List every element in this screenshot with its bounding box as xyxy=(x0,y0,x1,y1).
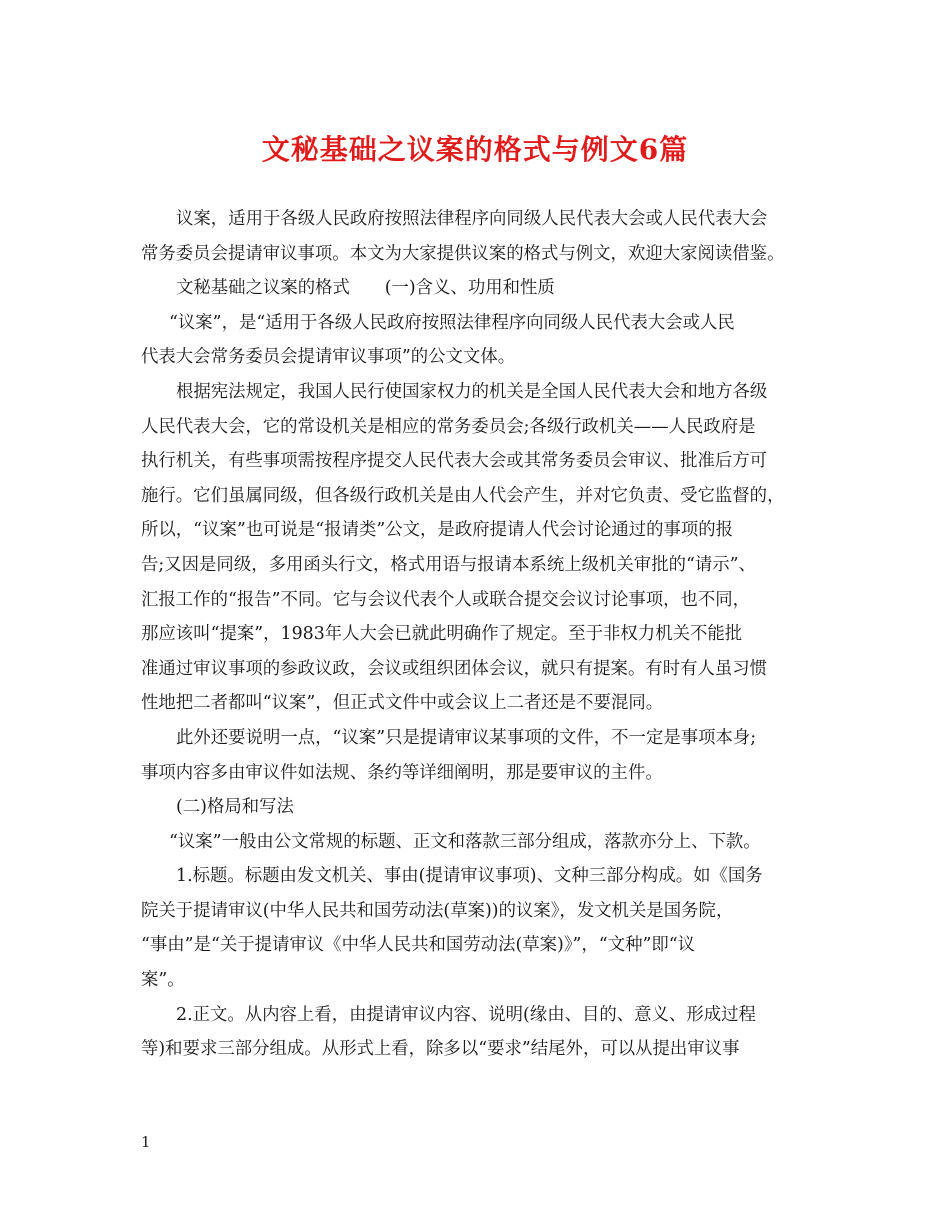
page-number: 1 xyxy=(141,1133,151,1151)
text-line: 案”。 xyxy=(141,970,185,991)
text-line: 此外还要说明一点，“议案”只是提请审议某事项的文件，不一定是事项本身; xyxy=(176,727,757,748)
text-line: 代表大会常务委员会提请审议事项”的公文文体。 xyxy=(141,347,516,368)
text-line: 性地把二者都叫“议案”，但正式文件中或会议上二者还是不要混同。 xyxy=(141,693,664,714)
text-line: 议案，适用于各级人民政府按照法律程序向同级人民代表大会或人民代表大会 xyxy=(176,209,768,229)
text-line: “议案”，是“适用于各级人民政府按照法律程序向同级人民代表大会或人民 xyxy=(169,312,735,333)
text-line: 施行。它们虽属同级，但各级行政机关是由人代会产生，并对它负责、受它监督的， xyxy=(141,485,785,506)
text-line: 人民代表大会，它的常设机关是相应的常务委员会;各级行政机关——人民政府是 xyxy=(141,416,756,437)
text-line: 执行机关，有些事项需按程序提交人民代表大会或其常务委员会审议、批准后方可 xyxy=(141,451,768,472)
text-line: 常务委员会提请审议事项。本文为大家提供议案的格式与例文，欢迎大家阅读借鉴。 xyxy=(141,243,785,264)
text-line: 事项内容多由审议件如法规、条约等详细阐明，那是要审议的主件。 xyxy=(141,762,663,783)
text-line: 文秘基础之议案的格式 (一)含义、功用和性质 xyxy=(176,278,555,299)
text-line: 院关于提请审议(中华人民共和国劳动法(草案))的议案》，发文机关是国务院， xyxy=(141,900,734,921)
text-line: 1.标题。标题由发文机关、事由(提请审议事项)、文种三部分构成。如《国务 xyxy=(176,866,763,887)
text-line: 汇报工作的“报告”不同。它与会议代表个人或联合提交会议讨论事项，也不同， xyxy=(141,589,751,610)
text-line: 准通过审议事项的参政议政，会议或组织团体会议，就只有提案。有时有人虽习惯 xyxy=(141,658,768,679)
text-line: 那应该叫“提案”，1983年人大会已就此明确作了规定。至于非权力机关不能批 xyxy=(141,624,743,645)
text-line: 2.正文。从内容上看，由提请审议内容、说明(缘由、目的、意义、形成过程 xyxy=(176,1004,756,1025)
text-line: 所以，“议案”也可说是“报请类”公文，是政府提请人代会讨论通过的事项的报 xyxy=(141,520,734,541)
text-line: 根据宪法规定，我国人民行使国家权力的机关是全国人民代表大会和地方各级 xyxy=(176,381,768,402)
text-line: “事由”是“关于提请审议《中华人民共和国劳动法(草案)》”，“文种”即“议 xyxy=(141,935,696,956)
text-line: (二)格局和写法 xyxy=(176,797,294,818)
document-title: 文秘基础之议案的格式与例文6篇 xyxy=(261,133,689,166)
text-line: “议案”一般由公文常规的标题、正文和落款三部分组成，落款亦分上、下款。 xyxy=(169,831,761,852)
text-line: 告;又因是同级，多用函头行文，格式用语与报请本系统上级机关审批的“请示”、 xyxy=(141,554,756,575)
text-line: 等)和要求三部分组成。从形式上看，除多以“要求”结尾外，可以从提出审议事 xyxy=(141,1039,740,1060)
document-body xyxy=(141,202,821,1067)
